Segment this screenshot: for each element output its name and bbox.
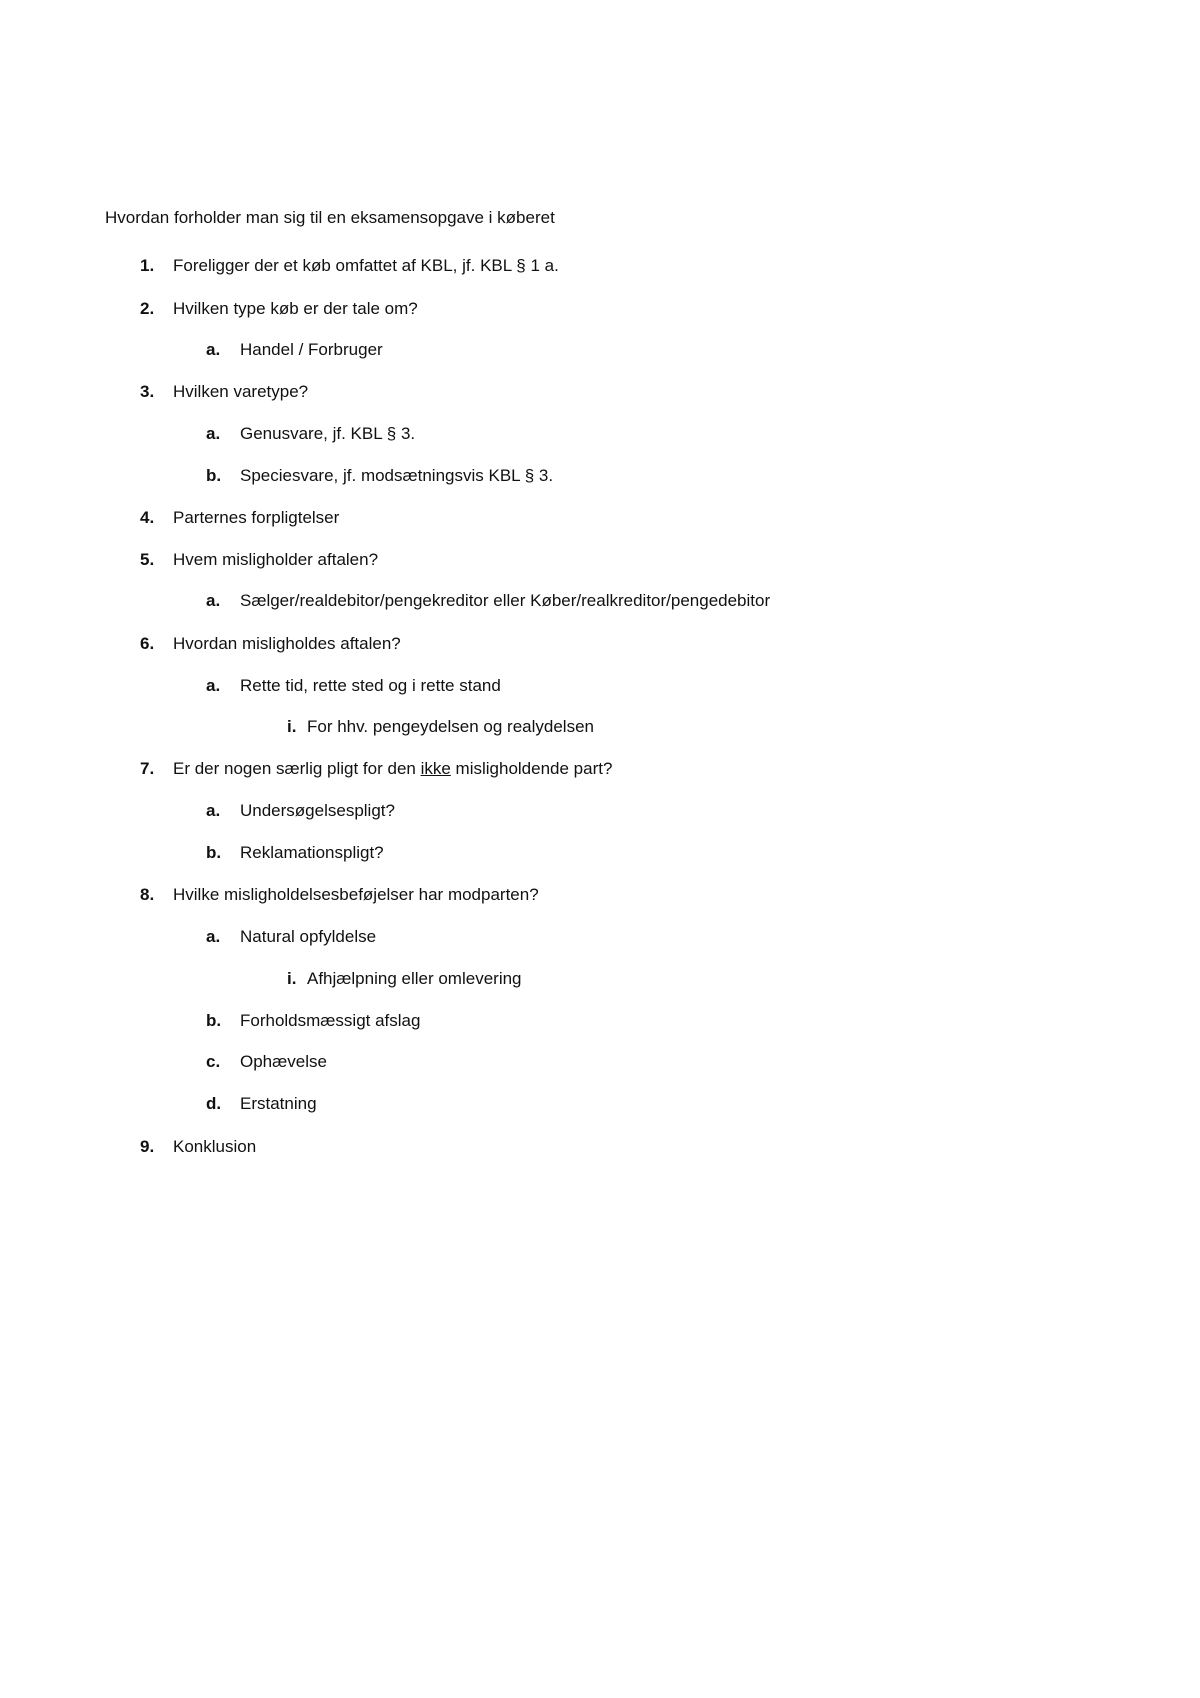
list-marker: 2. xyxy=(140,299,155,318)
list-text: Hvilken varetype? xyxy=(173,382,309,401)
list-marker: c. xyxy=(206,1052,221,1071)
list-text: Hvilke misligholdelsesbeføjelser har modparten? xyxy=(173,885,539,904)
list-text xyxy=(173,758,612,780)
list-text: Hvem misligholder aftalen? xyxy=(173,550,379,569)
list-text: Forholdsmæssigt afslag xyxy=(240,1011,421,1030)
list-marker: 8. xyxy=(140,885,155,904)
list-marker: i. xyxy=(287,717,297,736)
list-marker: 3. xyxy=(140,382,155,401)
list-marker: i. xyxy=(287,969,297,988)
list-marker: 5. xyxy=(140,550,155,569)
list-marker: 4. xyxy=(140,508,155,527)
document-title: Hvordan forholder man sig til en eksamensopgave i køberet xyxy=(105,208,555,227)
list-marker: b. xyxy=(206,1011,222,1030)
list-text: Speciesvare, jf. modsætningsvis KBL § 3. xyxy=(240,466,554,485)
list-marker: b. xyxy=(206,466,222,485)
list-text: Rette tid, rette sted og i rette stand xyxy=(240,676,501,695)
list-marker: a. xyxy=(206,927,221,946)
list-marker: 9. xyxy=(140,1137,155,1156)
list-marker: a. xyxy=(206,340,221,359)
list-text: Afhjælpning eller omlevering xyxy=(307,969,522,988)
list-text: Parternes forpligtelser xyxy=(173,508,340,527)
list-marker: a. xyxy=(206,424,221,443)
list-marker: 7. xyxy=(140,759,155,778)
list-text: Sælger/realdebitor/pengekreditor eller Køber/realkreditor/pengedebitor xyxy=(240,591,771,610)
text-before: Er der nogen særlig pligt for den xyxy=(173,759,421,778)
list-text: Handel / Forbruger xyxy=(240,340,383,359)
list-marker: a. xyxy=(206,676,221,695)
underlined-word: ikke xyxy=(420,759,451,778)
list-text: Erstatning xyxy=(240,1094,317,1113)
list-text: Foreligger der et køb omfattet af KBL, jf. KBL § 1 a. xyxy=(173,256,559,275)
list-marker: d. xyxy=(206,1094,222,1113)
list-text: For hhv. pengeydelsen og realydelsen xyxy=(307,717,594,736)
list-text: Hvordan misligholdes aftalen? xyxy=(173,634,401,653)
list-text: Natural opfyldelse xyxy=(240,927,377,946)
text-after: misligholdende part? xyxy=(450,759,613,778)
list-marker: 1. xyxy=(140,256,155,275)
list-marker: a. xyxy=(206,801,221,820)
list-text: Hvilken type køb er der tale om? xyxy=(173,299,418,318)
list-text: Reklamationspligt? xyxy=(240,843,384,862)
list-text: Ophævelse xyxy=(240,1052,327,1071)
list-text: Undersøgelsespligt? xyxy=(240,801,395,820)
list-marker: a. xyxy=(206,591,221,610)
list-text: Konklusion xyxy=(173,1137,257,1156)
list-marker: b. xyxy=(206,843,222,862)
list-marker: 6. xyxy=(140,634,155,653)
list-text: Genusvare, jf. KBL § 3. xyxy=(240,424,416,443)
